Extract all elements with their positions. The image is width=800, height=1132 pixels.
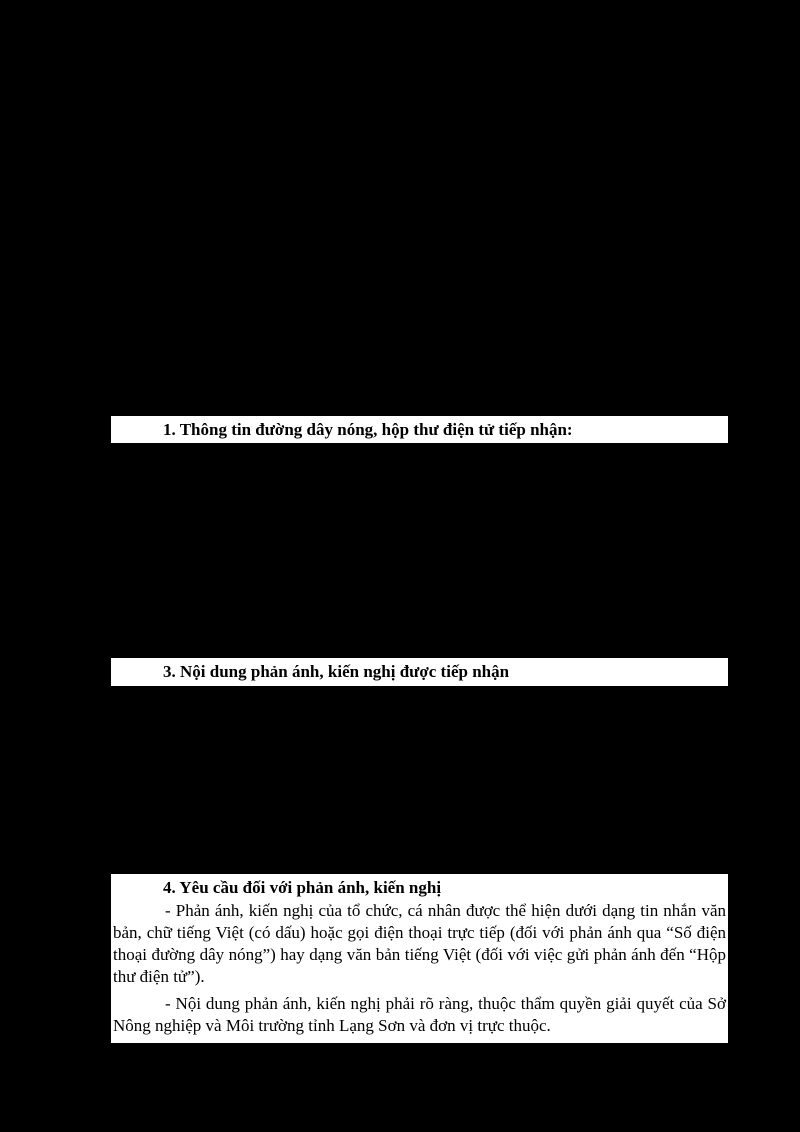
section-1-block	[111, 416, 728, 443]
section-4-paragraph-2: - Nội dung phản ánh, kiến nghị phải rõ ràng, thuộc thẩm quyền giải quyết của Sở Nông nghiệp và Môi trường tỉnh Lạng Sơn và đơn vị trực thuộc.	[113, 994, 726, 1035]
section-1-heading: 1. Thông tin đường dây nóng, hộp thư điện tử tiếp nhận:	[163, 420, 573, 439]
section-4-heading: 4. Yêu cầu đối với phản ánh, kiến nghị	[163, 878, 442, 897]
section-4-block	[111, 874, 728, 1043]
section-3-heading: 3. Nội dung phản ánh, kiến nghị được tiếp nhận	[163, 662, 510, 681]
section-3-block	[111, 658, 728, 686]
section-4-paragraph-1: - Phản ánh, kiến nghị của tổ chức, cá nhân được thể hiện dưới dạng tin nhắn văn bản, chữ tiếng Việt (có dấu) hoặc gọi điện thoại trực tiếp (đối với phản ánh qua “Số điện thoại đường dây nóng”) hay dạng văn bản tiếng Việt (đối với việc gửi phản ánh đến “Hộp thư điện tử”).	[113, 901, 726, 986]
